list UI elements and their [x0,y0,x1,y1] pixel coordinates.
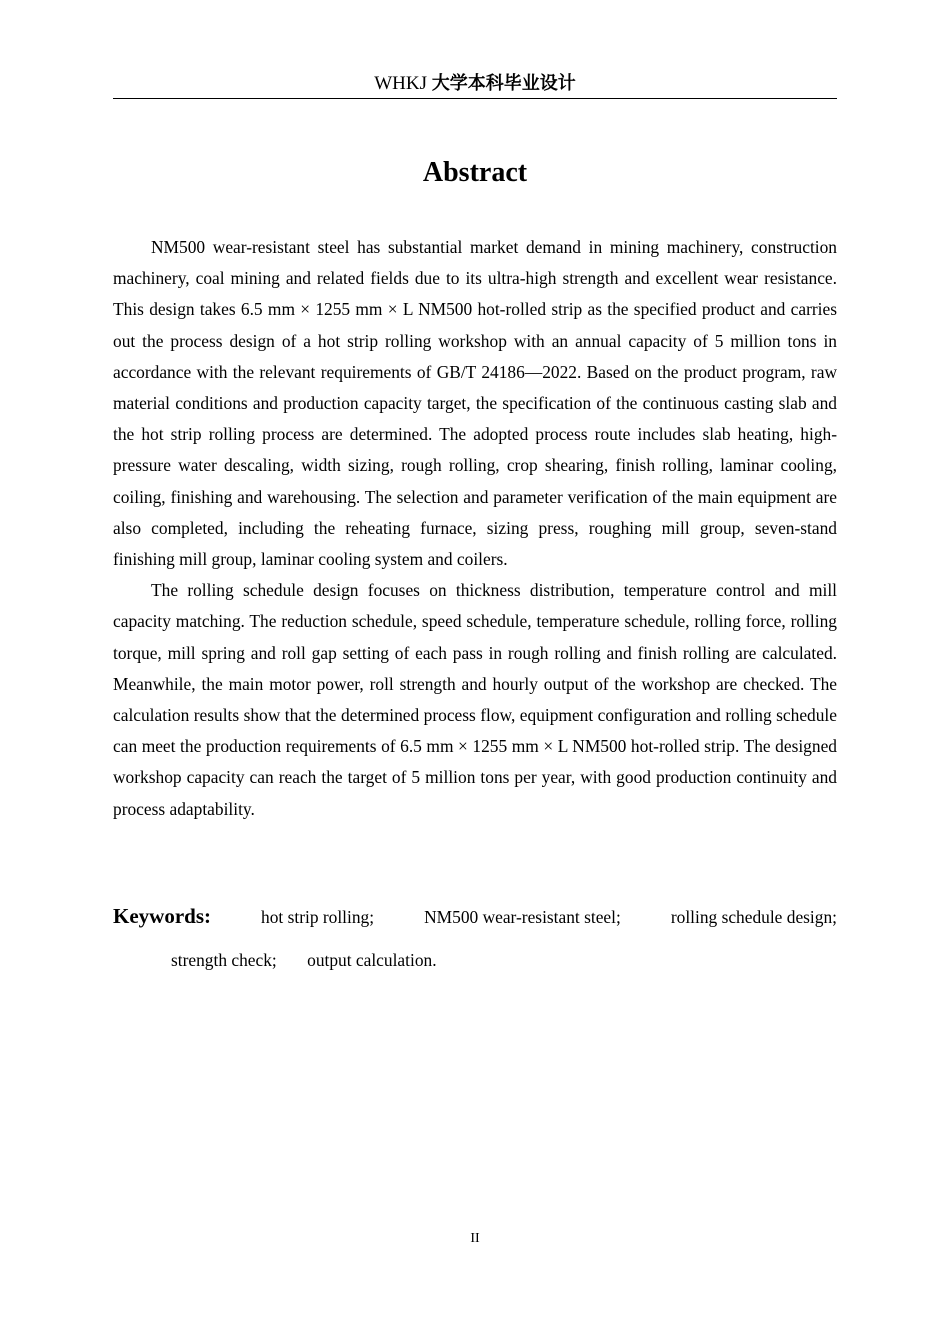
page-number: II [470,1231,480,1246]
keywords-line-2 [113,939,837,982]
keywords-section [113,895,837,982]
page-header [113,70,837,99]
header-university-title: 大学本科毕业设计 [431,73,576,94]
keyword-item: strength check; [171,950,277,970]
keywords-label: Keywords: [113,904,211,928]
keyword-item: output calculation. [307,950,437,970]
abstract-paragraph-2: The rolling schedule design focuses on thickness distribution, temperature control and mill capacity matching. The reduction schedule, speed schedule, temperature schedule, rolling force, rolling torque, mill spring and roll gap setting of each pass in rough rolling and finish rolling are calculated. Meanwhile, the main motor power, roll strength and hourly output of the workshop are checked. The calculation results show that the determined process flow, equipment configuration and rolling schedule can meet the production requirements of 6.5 mm × 1255 mm × L NM500 hot-rolled strip. The designed workshop capacity can reach the target of 5 million tons per year, with good production continuity and process adaptability. [113,580,837,819]
header-prefix: WHKJ [374,73,432,94]
keyword-item: rolling schedule design; [670,907,837,927]
abstract-body [113,232,837,825]
abstract-title: Abstract [422,157,528,188]
keyword-item: NM500 wear-resistant steel; [424,907,621,927]
keyword-item: hot strip rolling; [261,907,375,927]
keywords-line-1 [113,895,837,939]
abstract-paragraph-1: NM500 wear-resistant steel has substantial market demand in mining machinery, construction machinery, coal mining and related fields due to its ultra-high strength and excellent wear resistance. This design takes 6.5 mm × 1255 mm × L NM500 hot-rolled strip as the specified product and carries out the process design of a hot strip rolling workshop with an annual capacity of 5 million tons in accordance with the relevant requirements of GB/T 24186—2022. Based on the product program, raw material conditions and production capacity target, the specification of the continuous casting slab and the hot strip rolling process are determined. The adopted process route includes slab heating, high-pressure water descaling, width sizing, rough rolling, crop shearing, finish rolling, laminar cooling, coiling, finishing and warehousing. The selection and parameter verification of the main equipment are also completed, including the reheating furnace, sizing press, roughing mill group, seven-stand finishing mill group, laminar cooling system and coilers. [113,237,837,570]
